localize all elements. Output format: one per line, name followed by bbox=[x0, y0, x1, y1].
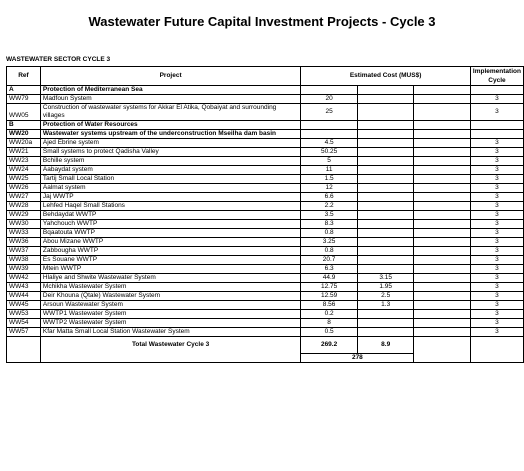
projects-table bbox=[6, 66, 524, 363]
row-ref: WW45 bbox=[7, 301, 41, 310]
table-row bbox=[7, 166, 524, 175]
row-cost-2 bbox=[357, 86, 414, 95]
row-project: Es Souane WWTP bbox=[40, 256, 300, 265]
row-ref: WW25 bbox=[7, 175, 41, 184]
table-row bbox=[7, 238, 524, 247]
table-row bbox=[7, 247, 524, 256]
row-impl: 3 bbox=[470, 310, 523, 319]
row-cost-2 bbox=[357, 104, 414, 121]
table-row bbox=[7, 175, 524, 184]
row-cost: 6.6 bbox=[301, 193, 358, 202]
row-cost-3 bbox=[414, 184, 470, 193]
grand-spacer-c3 bbox=[414, 353, 470, 362]
row-ref: WW39 bbox=[7, 265, 41, 274]
row-ref: WW05 bbox=[7, 104, 41, 121]
row-project: Construction of wastewater systems for Akkar El Atika, Qobaiyat and surrounding villages bbox=[40, 104, 300, 121]
row-ref: WW30 bbox=[7, 220, 41, 229]
row-ref: WW24 bbox=[7, 166, 41, 175]
row-cost-3 bbox=[414, 86, 470, 95]
grand-spacer-proj bbox=[40, 353, 300, 362]
row-cost-2 bbox=[357, 238, 414, 247]
row-cost-2: 1.3 bbox=[357, 301, 414, 310]
row-ref: WW26 bbox=[7, 184, 41, 193]
row-impl: 3 bbox=[470, 301, 523, 310]
row-impl: 3 bbox=[470, 328, 523, 337]
row-impl: 3 bbox=[470, 274, 523, 283]
row-cost-2 bbox=[357, 184, 414, 193]
row-cost: 1.5 bbox=[301, 175, 358, 184]
row-project: Deir Khouna (Qtale) Wastewater System bbox=[40, 292, 300, 301]
row-ref: WW20 bbox=[7, 130, 41, 139]
row-impl: 3 bbox=[470, 139, 523, 148]
section-label: WASTEWATER SECTOR CYCLE 3 bbox=[6, 56, 111, 63]
row-project: WWTP1 Wastewater System bbox=[40, 310, 300, 319]
table-row bbox=[7, 319, 524, 328]
row-cost: 12.75 bbox=[301, 283, 358, 292]
row-cost: 5 bbox=[301, 157, 358, 166]
row-project: WWTP2 Wastewater System bbox=[40, 319, 300, 328]
table-row bbox=[7, 283, 524, 292]
row-project: Yahchouch WWTP bbox=[40, 220, 300, 229]
row-impl: 3 bbox=[470, 184, 523, 193]
row-ref: WW57 bbox=[7, 328, 41, 337]
row-impl: 3 bbox=[470, 157, 523, 166]
row-impl: 3 bbox=[470, 319, 523, 328]
table-row bbox=[7, 229, 524, 238]
row-cost-3 bbox=[414, 95, 470, 104]
row-impl: 3 bbox=[470, 193, 523, 202]
row-project: Behdaydat WWTP bbox=[40, 211, 300, 220]
table-row bbox=[7, 139, 524, 148]
row-project: Mtein WWTP bbox=[40, 265, 300, 274]
row-project: Jaj WWTP bbox=[40, 193, 300, 202]
row-cost-2 bbox=[357, 139, 414, 148]
header-cost: Estimated Cost (MUS$) bbox=[301, 67, 471, 86]
table-row bbox=[7, 328, 524, 337]
row-cost-3 bbox=[414, 292, 470, 301]
table-row bbox=[7, 95, 524, 104]
row-cost: 0.8 bbox=[301, 229, 358, 238]
row-cost: 20.7 bbox=[301, 256, 358, 265]
row-impl: 3 bbox=[470, 166, 523, 175]
row-cost: 11 bbox=[301, 166, 358, 175]
row-cost: 8 bbox=[301, 319, 358, 328]
row-cost-2 bbox=[357, 95, 414, 104]
table-row bbox=[7, 265, 524, 274]
row-cost-2 bbox=[357, 247, 414, 256]
table-row bbox=[7, 202, 524, 211]
row-cost-3 bbox=[414, 139, 470, 148]
table-row bbox=[7, 184, 524, 193]
row-impl bbox=[470, 121, 523, 130]
table-row bbox=[7, 130, 524, 139]
row-cost bbox=[301, 130, 358, 139]
row-cost-3 bbox=[414, 274, 470, 283]
row-project: Bqaatouta WWTP bbox=[40, 229, 300, 238]
row-cost: 3.5 bbox=[301, 211, 358, 220]
header-ref: Ref bbox=[7, 67, 41, 86]
row-cost-2 bbox=[357, 328, 414, 337]
row-ref: WW29 bbox=[7, 211, 41, 220]
row-cost: 12.59 bbox=[301, 292, 358, 301]
row-cost-2 bbox=[357, 148, 414, 157]
row-cost: 3.25 bbox=[301, 238, 358, 247]
row-ref: WW44 bbox=[7, 292, 41, 301]
header-project: Project bbox=[40, 67, 300, 86]
row-project: Protection of Water Resources bbox=[40, 121, 300, 130]
row-impl: 3 bbox=[470, 292, 523, 301]
row-cost-2 bbox=[357, 319, 414, 328]
table-row bbox=[7, 157, 524, 166]
row-cost-3 bbox=[414, 256, 470, 265]
row-cost-2 bbox=[357, 265, 414, 274]
row-cost-2 bbox=[357, 211, 414, 220]
row-project: Hlaliye and Shwite Wastewater System bbox=[40, 274, 300, 283]
row-cost: 4.5 bbox=[301, 139, 358, 148]
row-project: Mchikha Wastewater System bbox=[40, 283, 300, 292]
header-row bbox=[7, 67, 524, 86]
row-ref: WW33 bbox=[7, 229, 41, 238]
row-cost-2 bbox=[357, 229, 414, 238]
table-row bbox=[7, 256, 524, 265]
row-cost: 0.8 bbox=[301, 247, 358, 256]
row-cost-2 bbox=[357, 310, 414, 319]
row-project: Aalmat system bbox=[40, 184, 300, 193]
row-cost-2 bbox=[357, 121, 414, 130]
row-impl: 3 bbox=[470, 148, 523, 157]
row-cost-3 bbox=[414, 202, 470, 211]
row-ref: WW79 bbox=[7, 95, 41, 104]
row-ref: WW54 bbox=[7, 319, 41, 328]
table-row bbox=[7, 301, 524, 310]
row-cost: 20 bbox=[301, 95, 358, 104]
row-ref: WW20a bbox=[7, 139, 41, 148]
row-cost-3 bbox=[414, 238, 470, 247]
row-cost bbox=[301, 121, 358, 130]
row-cost-2: 1.95 bbox=[357, 283, 414, 292]
row-cost-2 bbox=[357, 175, 414, 184]
row-cost: 12 bbox=[301, 184, 358, 193]
row-cost: 8.56 bbox=[301, 301, 358, 310]
row-cost-2 bbox=[357, 220, 414, 229]
row-cost bbox=[301, 86, 358, 95]
table-row bbox=[7, 274, 524, 283]
row-cost: 50.25 bbox=[301, 148, 358, 157]
row-project: Ajed Ebrine system bbox=[40, 139, 300, 148]
row-cost-3 bbox=[414, 319, 470, 328]
row-impl: 3 bbox=[470, 220, 523, 229]
row-ref: WW27 bbox=[7, 193, 41, 202]
row-cost-3 bbox=[414, 220, 470, 229]
row-cost-3 bbox=[414, 130, 470, 139]
row-cost-3 bbox=[414, 301, 470, 310]
table-row bbox=[7, 121, 524, 130]
row-cost-3 bbox=[414, 247, 470, 256]
row-ref: WW23 bbox=[7, 157, 41, 166]
row-cost-2 bbox=[357, 202, 414, 211]
row-impl: 3 bbox=[470, 247, 523, 256]
total-impl-empty bbox=[470, 337, 523, 354]
row-cost-3 bbox=[414, 229, 470, 238]
grand-total-row bbox=[7, 353, 524, 362]
table-row bbox=[7, 104, 524, 121]
row-cost-3 bbox=[414, 328, 470, 337]
row-impl: 3 bbox=[470, 211, 523, 220]
row-ref: WW53 bbox=[7, 310, 41, 319]
row-ref: WW42 bbox=[7, 274, 41, 283]
table-row bbox=[7, 148, 524, 157]
row-project: Tartij Small Local Station bbox=[40, 175, 300, 184]
table-row bbox=[7, 310, 524, 319]
table-row bbox=[7, 292, 524, 301]
row-cost-3 bbox=[414, 104, 470, 121]
table-row bbox=[7, 211, 524, 220]
row-ref: A bbox=[7, 86, 41, 95]
row-cost-3 bbox=[414, 265, 470, 274]
row-ref: WW28 bbox=[7, 202, 41, 211]
grand-total: 278 bbox=[301, 353, 414, 362]
row-impl: 3 bbox=[470, 256, 523, 265]
row-impl: 3 bbox=[470, 104, 523, 121]
row-ref: WW43 bbox=[7, 283, 41, 292]
row-project: Arsoun Wastewater System bbox=[40, 301, 300, 310]
row-ref: WW37 bbox=[7, 247, 41, 256]
header-impl: Implementation Cycle bbox=[470, 67, 523, 86]
row-cost-3 bbox=[414, 148, 470, 157]
row-cost-3 bbox=[414, 211, 470, 220]
row-project: Bchille system bbox=[40, 157, 300, 166]
row-cost-2 bbox=[357, 166, 414, 175]
row-cost: 8.3 bbox=[301, 220, 358, 229]
table-row bbox=[7, 220, 524, 229]
row-impl: 3 bbox=[470, 283, 523, 292]
row-cost-3 bbox=[414, 283, 470, 292]
row-impl: 3 bbox=[470, 229, 523, 238]
row-impl: 3 bbox=[470, 95, 523, 104]
total-empty bbox=[414, 337, 470, 354]
row-ref: WW38 bbox=[7, 256, 41, 265]
table-row bbox=[7, 193, 524, 202]
row-cost-3 bbox=[414, 157, 470, 166]
table-body bbox=[7, 86, 524, 337]
row-impl bbox=[470, 130, 523, 139]
total-c1: 269.2 bbox=[301, 337, 358, 354]
row-cost-3 bbox=[414, 175, 470, 184]
row-cost-2 bbox=[357, 130, 414, 139]
row-cost: 44.9 bbox=[301, 274, 358, 283]
row-impl: 3 bbox=[470, 202, 523, 211]
row-impl bbox=[470, 86, 523, 95]
total-label: Total Wastewater Cycle 3 bbox=[40, 337, 300, 354]
row-project: Abou Mizane WWTP bbox=[40, 238, 300, 247]
total-c2: 8.9 bbox=[357, 337, 414, 354]
row-cost-2 bbox=[357, 256, 414, 265]
row-cost: 25 bbox=[301, 104, 358, 121]
table-row bbox=[7, 86, 524, 95]
row-impl: 3 bbox=[470, 175, 523, 184]
row-cost-3 bbox=[414, 121, 470, 130]
row-cost: 0.5 bbox=[301, 328, 358, 337]
row-cost-3 bbox=[414, 310, 470, 319]
page-title: Wastewater Future Capital Investment Projects - Cycle 3 bbox=[88, 14, 436, 29]
grand-spacer-impl bbox=[470, 353, 523, 362]
row-cost: 0.2 bbox=[301, 310, 358, 319]
row-project: Small systems to protect Qadisha Valley bbox=[40, 148, 300, 157]
total-ref-cell bbox=[7, 337, 41, 354]
row-impl: 3 bbox=[470, 265, 523, 274]
row-project: Protection of Mediterranean Sea bbox=[40, 86, 300, 95]
row-project: Wastewater systems upstream of the underconstruction Mseilha dam basin bbox=[40, 130, 300, 139]
row-cost-2: 3.15 bbox=[357, 274, 414, 283]
row-ref: B bbox=[7, 121, 41, 130]
row-project: Lehfed Haqel Small Stations bbox=[40, 202, 300, 211]
grand-spacer bbox=[7, 353, 41, 362]
row-cost-2 bbox=[357, 193, 414, 202]
row-project: Aabaydat system bbox=[40, 166, 300, 175]
row-cost: 2.2 bbox=[301, 202, 358, 211]
row-impl: 3 bbox=[470, 238, 523, 247]
row-project: Kfar Matta Small Local Station Wastewater System bbox=[40, 328, 300, 337]
row-cost-3 bbox=[414, 166, 470, 175]
row-ref: WW21 bbox=[7, 148, 41, 157]
row-ref: WW36 bbox=[7, 238, 41, 247]
row-cost-3 bbox=[414, 193, 470, 202]
total-row bbox=[7, 337, 524, 354]
row-cost-2: 2.5 bbox=[357, 292, 414, 301]
row-project: Zabbougha WWTP bbox=[40, 247, 300, 256]
row-project: Madfoun System bbox=[40, 95, 300, 104]
row-cost: 6.3 bbox=[301, 265, 358, 274]
row-cost-2 bbox=[357, 157, 414, 166]
